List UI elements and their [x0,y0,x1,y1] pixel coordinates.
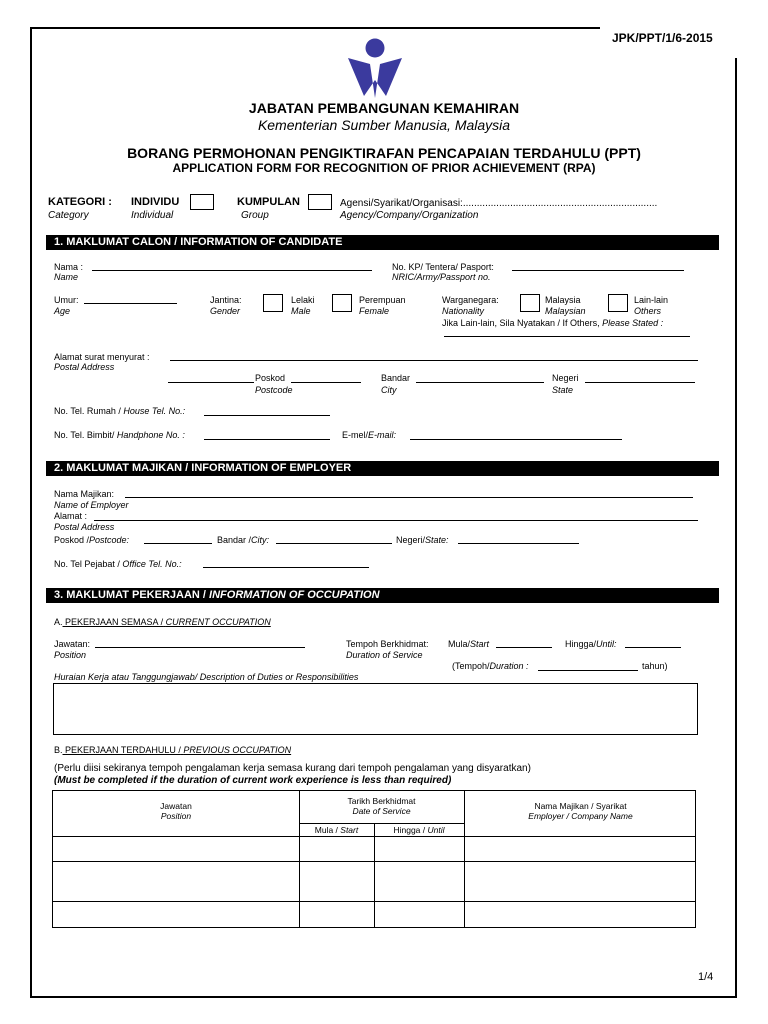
individual-checkbox[interactable] [190,194,214,210]
email-text-en: E-mail: [368,430,397,440]
state-label: Negeri [552,373,579,383]
postcode-label: Poskod [255,373,286,383]
male-checkbox[interactable] [263,294,283,312]
employer-city-text-en: City: [251,535,270,545]
start-text-en: Start [470,639,490,649]
female-label-en: Female [359,306,390,316]
individual-label-en: Individual [131,210,174,221]
name-label-en: Name [54,272,79,282]
previous-occupation-note: (Perlu diisi sekiranya tempoh pengalaman kerja semasa kurang dari tempoh pengalaman yang disyaratkan) [54,763,531,774]
office-tel-text: No. Tel Pejabat / [54,559,120,569]
ic-label: No. KP/ Tentera/ Pasport: [392,262,494,272]
table-cell-employer-2[interactable] [465,862,696,901]
agency-dots: ...................................................................... [462,198,658,209]
gender-label-en: Gender [210,306,241,316]
gender-label: Jantina: [210,295,242,305]
age-field[interactable] [84,303,177,304]
duration-field[interactable] [538,670,638,671]
until-field[interactable] [625,647,681,648]
house-tel-text: No. Tel. Rumah / [54,406,121,416]
city-label-en: City [381,385,397,395]
ic-label-en: NRIC/Army/Passport no. [392,272,491,282]
employer-name-label: Nama Majikan: [54,489,115,499]
start-label [448,639,489,649]
group-label-en: Group [241,210,269,221]
age-label: Umur: [54,295,79,305]
duration-text-en: Duration : [489,661,529,671]
section-1-header: 1. MAKLUMAT CALON / INFORMATION OF CANDIDATE [46,235,719,250]
position-label-en: Position [54,650,87,660]
duration-label [452,661,529,671]
table-cell-start-1[interactable] [300,837,374,861]
postal-address-label-en: Postal Address [54,362,115,372]
malaysia-label: Malaysia [545,295,581,305]
section-2-header: 2. MAKLUMAT MAJIKAN / INFORMATION OF EMPLOYER [46,461,719,476]
table-cell-position-3[interactable] [53,902,299,927]
employer-state-label [396,535,449,545]
until-text-en: Until: [596,639,617,649]
current-occupation-prefix: A. [54,617,63,627]
employer-state-text-en: State: [425,535,449,545]
table-cell-start-2[interactable] [300,862,374,901]
house-tel-text-en: House Tel. No.: [123,406,186,416]
name-label: Nama : [54,262,84,272]
current-occupation-title: PEKERJAAN SEMASA / [65,617,164,627]
state-field[interactable] [585,382,695,383]
city-label: Bandar [381,373,411,383]
age-label-en: Age [54,306,71,316]
state-label-en: State [552,385,574,395]
postal-address-field[interactable] [170,360,698,361]
duration-text: (Tempoh/ [452,661,490,671]
employer-postcode-label [54,535,129,545]
agency-label: Agensi/Syarikat/Organisasi: [340,198,463,209]
agency-label-en: Agency/Company/Organization [340,210,479,221]
current-occupation-title-en: CURRENT OCCUPATION [165,617,271,627]
employer-name-label-en: Name of Employer [54,500,129,510]
jpk-logo [344,38,406,100]
table-cell-end-1[interactable] [375,837,464,861]
col-end-header [374,825,464,835]
col-employer-label: Nama Majikan / Syarikat [534,801,627,811]
employer-state-field[interactable] [458,543,579,544]
previous-occupation-heading [54,745,291,755]
col-employer-header [464,801,697,821]
col-service-label-en: Date of Service [352,806,411,816]
category-label: KATEGORI : [48,196,112,208]
col-start-label-en: Start [340,825,359,835]
male-label-en: Male [291,306,311,316]
col-position-label: Jawatan [160,801,192,811]
employer-postcode-text-en: Postcode: [89,535,130,545]
department-name: JABATAN PEMBANGUNAN KEMAHIRAN [248,100,520,116]
others-label-en: Others [634,306,662,316]
service-label: Tempoh Berkhidmat: [346,639,429,649]
form-title-malay: BORANG PERMOHONAN PENGIKTIRAFAN PENCAPAIAN TERDAHULU (PPT) [127,145,641,161]
group-label: KUMPULAN [237,196,300,208]
position-field[interactable] [95,647,305,648]
address-line-2-field[interactable] [168,382,254,383]
agency-field[interactable] [340,198,657,209]
house-tel-field[interactable] [204,415,330,416]
handphone-text-en: Handphone No. : [116,430,185,440]
nationality-label-en: Nationality [442,306,485,316]
current-occupation-heading [54,617,271,627]
employer-postcode-text: Poskod / [54,535,90,545]
office-tel-label [54,559,182,569]
others-note-text: Jika Lain-lain, Sila Nyatakan / If Others, [442,318,600,328]
individual-label: INDIVIDU [131,196,180,208]
until-label [565,639,617,649]
duties-label: Huraian Kerja atau Tanggungjawab/ Description of Duties or Responsibilities [54,672,359,682]
group-checkbox[interactable] [308,194,332,210]
table-cell-employer-3[interactable] [465,902,696,927]
others-checkbox[interactable] [608,294,628,312]
section-3-title-en: INFORMATION OF OCCUPATION [209,589,380,601]
position-label: Jawatan: [54,639,91,649]
female-checkbox[interactable] [332,294,352,312]
col-end-label-en: Until [427,825,445,835]
employer-city-field[interactable] [276,543,392,544]
start-field[interactable] [496,647,552,648]
previous-occupation-title-en: PREVIOUS OCCUPATION [183,745,292,755]
handphone-field[interactable] [204,439,330,440]
previous-occupation-prefix: B. [54,745,63,755]
col-position-header [53,801,299,821]
years-label: tahun) [642,661,668,671]
postal-address-label: Alamat surat menyurat : [54,352,150,362]
table-cell-start-3[interactable] [300,902,374,927]
handphone-text: No. Tel. Bimbit/ [54,430,115,440]
others-note-italic: Please Stated : [602,318,664,328]
col-service-label: Tarikh Berkhidmat [347,796,416,806]
employer-name-field[interactable] [125,497,693,498]
others-note [442,318,663,328]
col-employer-label-en: Employer / Company Name [528,811,633,821]
table-cell-employer-1[interactable] [465,837,696,861]
office-tel-field[interactable] [203,567,369,568]
duties-textarea[interactable] [53,683,698,735]
house-tel-label [54,406,185,416]
handphone-label [54,430,185,440]
page-number: 1/4 [698,971,714,983]
previous-occupation-title: PEKERJAAN TERDAHULU / [65,745,181,755]
email-field[interactable] [410,439,622,440]
service-label-en: Duration of Service [346,650,423,660]
table-cell-end-3[interactable] [375,902,464,927]
table-divider [299,823,464,824]
email-label [342,430,396,440]
malaysia-checkbox[interactable] [520,294,540,312]
employer-address-label-en: Postal Address [54,522,115,532]
email-text: E-mel/ [342,430,369,440]
malaysia-label-en: Malaysian [545,306,586,316]
city-field[interactable] [416,382,544,383]
ministry-name: Kementerian Sumber Manusia, Malaysia [257,117,511,133]
col-end-label: Hingga / [393,825,426,835]
male-label: Lelaki [291,295,315,305]
table-cell-position-1[interactable] [53,837,299,861]
col-service-header [299,796,464,816]
office-tel-text-en: Office Tel. No.: [122,559,182,569]
form-title-english: APPLICATION FORM FOR RECOGNITION OF PRIOR ACHIEVEMENT (RPA) [172,161,596,175]
table-cell-end-2[interactable] [375,862,464,901]
postcode-label-en: Postcode [255,385,293,395]
employer-address-label: Alamat : [54,511,88,521]
employer-city-text: Bandar / [217,535,252,545]
category-label-en: Category [48,210,89,221]
nationality-label: Warganegara: [442,295,499,305]
employer-address-field[interactable] [94,520,698,521]
col-position-label-en: Position [160,811,192,821]
col-start-label: Mula / [314,825,338,835]
employer-city-label [217,535,269,545]
previous-occupation-table [52,790,696,928]
start-text: Mula/ [448,639,471,649]
ic-field[interactable] [512,270,684,271]
table-cell-position-2[interactable] [53,862,299,901]
section-3-header [46,588,719,603]
col-start-header [299,825,374,835]
section-3-title: 3. MAKLUMAT PEKERJAAN / [54,589,206,601]
name-field[interactable] [92,270,372,271]
postcode-field[interactable] [291,382,361,383]
others-specify-field[interactable] [444,336,690,337]
employer-postcode-field[interactable] [144,543,212,544]
form-reference-code: JPK/PPT/1/6-2015 [612,31,713,45]
employer-state-text: Negeri/ [396,535,426,545]
female-label: Perempuan [359,295,406,305]
others-label: Lain-lain [634,295,669,305]
until-text: Hingga/ [565,639,597,649]
previous-occupation-note-en: (Must be completed if the duration of current work experience is less than required) [54,775,452,786]
